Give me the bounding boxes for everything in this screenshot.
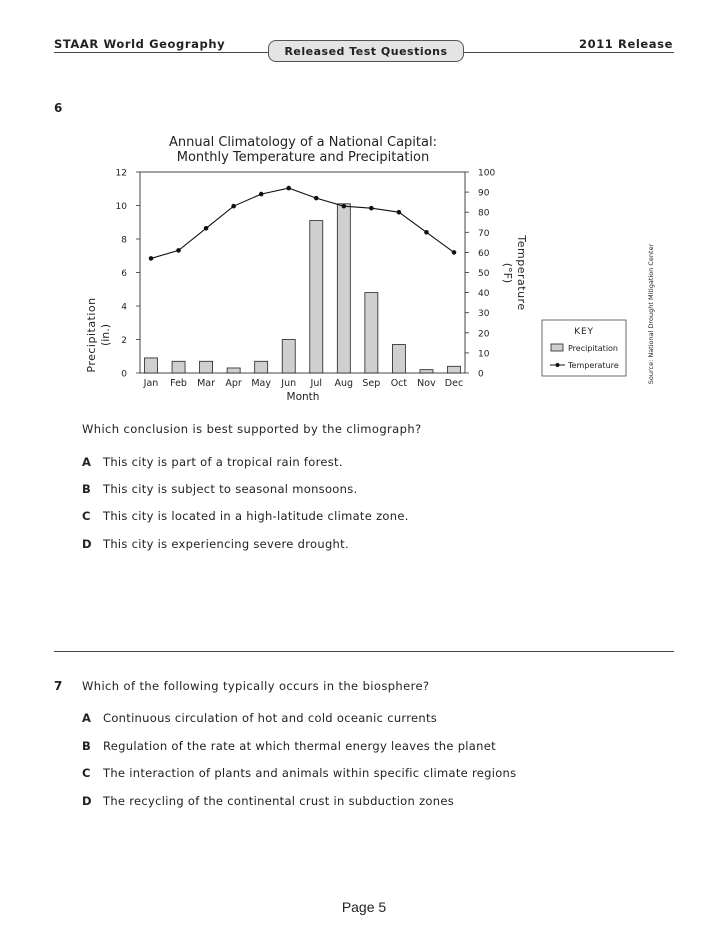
precipitation-bar [448,366,461,373]
y2-tick-label: 60 [478,248,490,259]
precipitation-bar [310,221,323,373]
precipitation-bar [145,358,158,373]
y2-tick-label: 70 [478,228,490,239]
y2-tick-label: 90 [478,188,490,199]
q6-option-c-text[interactable]: This city is located in a high-latitude climate zone. [103,509,409,523]
y2-tick-label: 0 [478,369,484,380]
temperature-point [452,250,457,255]
temperature-point [231,204,236,209]
y2-tick-label: 40 [478,289,490,300]
q7-option-c-letter[interactable]: C [82,766,91,780]
y2-tick-label: 100 [478,168,496,179]
header-subject: STAAR World Geography [54,37,226,51]
legend-precip-swatch [551,344,563,351]
temperature-point [259,192,264,197]
x-tick-label: Mar [197,378,216,389]
y2-tick-label: 10 [478,349,490,360]
y-tick-label: 12 [115,168,127,179]
y2-tick-label: 80 [478,208,490,219]
chart-title-line1: Annual Climatology of a National Capital: [169,135,437,150]
y-tick-label: 4 [121,302,127,313]
right-axis [465,169,495,380]
x-tick-label: May [251,378,272,389]
month-axis [143,378,464,389]
x-tick-label: Oct [390,378,408,389]
y2-tick-label: 30 [478,309,490,320]
plot-border [140,172,465,373]
left-axis [116,169,140,380]
q7-option-c-text[interactable]: The interaction of plants and animals within specific climate regions [103,766,517,780]
climograph-chart [70,130,670,410]
question-7-prompt: Which of the following typically occurs in the biosphere? [82,679,430,693]
x-tick-label: Sep [362,378,381,389]
y-tick-label: 8 [121,235,127,246]
legend-temp-marker [556,363,560,367]
y-axis-label-line2: (in.) [99,323,112,347]
q6-option-c-letter[interactable]: C [82,509,91,523]
q6-option-b-text[interactable]: This city is subject to seasonal monsoons. [103,482,358,496]
q6-option-d-letter[interactable]: D [82,537,92,551]
legend-precip-label: Precipitation [568,344,619,353]
temperature-point [397,210,402,215]
temperature-point [204,226,209,231]
x-tick-label: Nov [417,378,436,389]
x-axis-label: Month [286,391,320,403]
question-7-number: 7 [54,679,63,693]
y2-axis-label-line1: Temperature [515,235,528,311]
y2-tick-label: 20 [478,329,490,340]
legend-temp-label: Temperature [568,361,619,370]
chart-source: Source: National Drought Mitigation Center [647,243,655,385]
precipitation-bars [145,204,461,373]
temperature-point [149,256,154,261]
q7-option-b-letter[interactable]: B [82,739,91,753]
y-tick-label: 10 [115,202,127,212]
precipitation-bar [255,361,268,373]
temperature-line [149,186,457,261]
q7-option-d-letter[interactable]: D [82,794,92,808]
y-axis-label-line1: Precipitation [85,297,98,373]
y-tick-label: 6 [121,269,127,279]
q7-option-b-text[interactable]: Regulation of the rate at which thermal energy leaves the planet [103,739,496,753]
temperature-point [314,196,319,201]
precipitation-bar [420,370,433,373]
chart-title-line2: Monthly Temperature and Precipitation [176,150,430,165]
chart-legend [542,320,626,376]
y2-tick-label: 50 [478,269,490,279]
page-number: Page 5 [341,899,387,915]
x-tick-label: Jun [281,378,297,389]
temperature-point [369,206,374,211]
temperature-point [176,248,181,253]
question-6-prompt: Which conclusion is best supported by the climograph? [82,422,422,436]
precipitation-bar [172,361,185,373]
q7-option-d-text[interactable]: The recycling of the continental crust in subduction zones [103,794,454,808]
precipitation-bar [337,204,350,373]
x-tick-label: Jul [310,378,323,389]
temperature-point [342,204,347,209]
question-divider [54,651,674,652]
y-tick-label: 0 [121,369,127,380]
precipitation-bar [392,345,405,373]
temperature-point [424,230,429,235]
temperature-path [151,188,454,258]
x-tick-label: Aug [334,378,354,389]
x-tick-label: Feb [170,378,187,389]
legend-title: KEY [574,327,594,337]
x-tick-label: Jan [143,378,159,389]
x-tick-label: Apr [225,378,242,389]
x-tick-label: Dec [444,378,464,389]
temperature-point [286,186,291,191]
q6-option-d-text[interactable]: This city is experiencing severe drought. [103,537,349,551]
precipitation-bar [282,340,295,374]
q6-option-a-letter[interactable]: A [82,455,91,469]
question-6-number: 6 [54,101,63,115]
header-release: 2011 Release [578,37,673,51]
y2-axis-label-line2: (°F) [501,262,514,284]
y-tick-label: 2 [121,336,127,346]
plot-frame [140,172,465,373]
precipitation-bar [365,293,378,373]
q6-option-b-letter[interactable]: B [82,482,91,496]
q7-option-a-text[interactable]: Continuous circulation of hot and cold oceanic currents [103,711,438,725]
precipitation-bar [200,361,213,373]
header-tab: Released Test Questions [268,40,464,62]
precipitation-bar [227,368,240,373]
q6-option-a-text[interactable]: This city is part of a tropical rain forest. [103,455,343,469]
q7-option-a-letter[interactable]: A [82,711,91,725]
